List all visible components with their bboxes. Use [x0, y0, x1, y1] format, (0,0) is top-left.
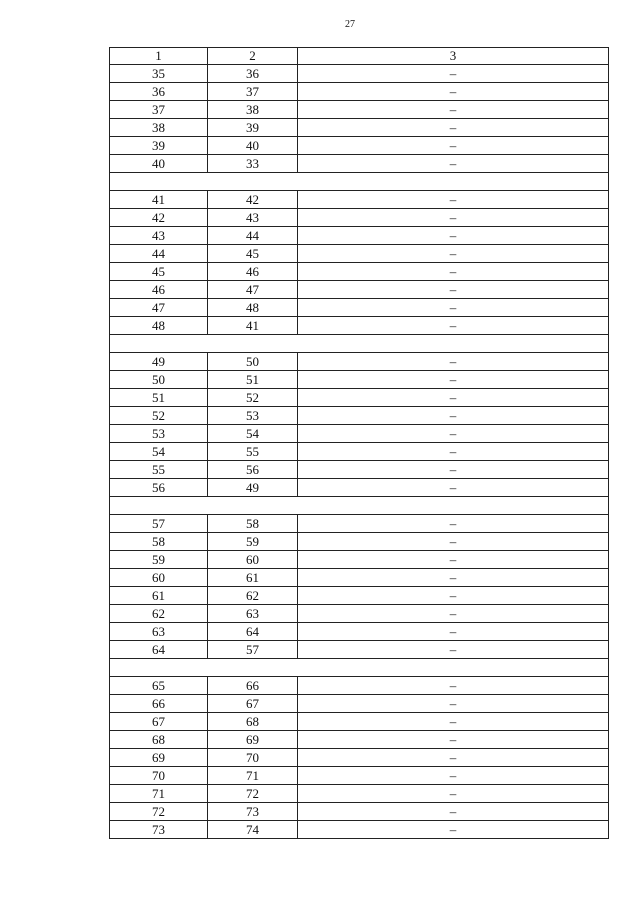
group-separator-row: [110, 335, 609, 353]
table-cell-col-1: 39: [110, 137, 208, 155]
table-cell-col-3: –: [298, 605, 609, 623]
table-cell-col-2: 37: [208, 83, 298, 101]
table-cell-col-3: –: [298, 533, 609, 551]
table-cell-col-1: 36: [110, 83, 208, 101]
table-cell-col-1: 56: [110, 479, 208, 497]
table-cell-col-3: –: [298, 569, 609, 587]
table-cell-col-1: 64: [110, 641, 208, 659]
table-cell-col-1: 69: [110, 749, 208, 767]
table-cell-col-1: 40: [110, 155, 208, 173]
table-cell-col-1: 70: [110, 767, 208, 785]
table-cell-col-2: 56: [208, 461, 298, 479]
table-cell-col-2: 55: [208, 443, 298, 461]
table-row: [110, 101, 609, 119]
table-cell-col-2: 48: [208, 299, 298, 317]
table-cell-col-3: –: [298, 353, 609, 371]
table-row: [110, 443, 609, 461]
table-cell-col-2: 45: [208, 245, 298, 263]
table-row: [110, 83, 609, 101]
data-table: [109, 47, 609, 839]
table-cell-col-3: –: [298, 461, 609, 479]
table-cell-col-3: –: [298, 119, 609, 137]
table-cell-col-2: 36: [208, 65, 298, 83]
table-cell-col-3: –: [298, 371, 609, 389]
table-row: [110, 407, 609, 425]
table-row: [110, 641, 609, 659]
table-cell-col-1: 54: [110, 443, 208, 461]
table-cell-col-1: 46: [110, 281, 208, 299]
table-cell-col-3: –: [298, 641, 609, 659]
table-row: [110, 587, 609, 605]
table-cell-col-1: 63: [110, 623, 208, 641]
table-cell-col-2: 41: [208, 317, 298, 335]
table-cell-col-3: –: [298, 299, 609, 317]
column-header-3: 3: [298, 48, 609, 65]
table-row: [110, 677, 609, 695]
table-cell-col-2: 69: [208, 731, 298, 749]
table-cell-col-2: 49: [208, 479, 298, 497]
table-cell-col-3: –: [298, 83, 609, 101]
group-separator-row: [110, 659, 609, 677]
table-cell-col-2: 46: [208, 263, 298, 281]
table-cell-col-1: 38: [110, 119, 208, 137]
table-cell-col-3: –: [298, 65, 609, 83]
table-cell-col-1: 57: [110, 515, 208, 533]
table-cell-col-2: 67: [208, 695, 298, 713]
table-cell-col-1: 41: [110, 191, 208, 209]
table-cell-col-3: –: [298, 263, 609, 281]
table-cell-col-3: –: [298, 731, 609, 749]
table-cell-col-1: 42: [110, 209, 208, 227]
table-cell-col-2: 70: [208, 749, 298, 767]
column-header-1: 1: [110, 48, 208, 65]
table-cell-col-1: 68: [110, 731, 208, 749]
page-number: 27: [345, 19, 355, 30]
table-row: [110, 821, 609, 839]
group-separator-cell: [110, 497, 609, 515]
group-separator-cell: [110, 173, 609, 191]
table-cell-col-3: –: [298, 785, 609, 803]
table-cell-col-2: 51: [208, 371, 298, 389]
table-cell-col-1: 47: [110, 299, 208, 317]
table-row: [110, 551, 609, 569]
table-row: [110, 533, 609, 551]
table-row: [110, 749, 609, 767]
table-cell-col-3: –: [298, 713, 609, 731]
table-cell-col-3: –: [298, 155, 609, 173]
table-row: [110, 281, 609, 299]
table-cell-col-2: 60: [208, 551, 298, 569]
table-cell-col-2: 74: [208, 821, 298, 839]
table-cell-col-3: –: [298, 749, 609, 767]
table-row: [110, 263, 609, 281]
table-cell-col-2: 33: [208, 155, 298, 173]
table-cell-col-2: 58: [208, 515, 298, 533]
table-cell-col-2: 68: [208, 713, 298, 731]
table-cell-col-3: –: [298, 245, 609, 263]
table-cell-col-1: 52: [110, 407, 208, 425]
table-cell-col-2: 59: [208, 533, 298, 551]
table-row: [110, 623, 609, 641]
group-separator-cell: [110, 659, 609, 677]
table-row: [110, 515, 609, 533]
table-row: [110, 605, 609, 623]
table-row: [110, 803, 609, 821]
table-cell-col-2: 57: [208, 641, 298, 659]
table-cell-col-3: –: [298, 767, 609, 785]
table-cell-col-1: 51: [110, 389, 208, 407]
table-cell-col-3: –: [298, 281, 609, 299]
table-cell-col-3: –: [298, 803, 609, 821]
table-header-row: [110, 48, 609, 65]
column-header-2: 2: [208, 48, 298, 65]
table-cell-col-3: –: [298, 317, 609, 335]
table-cell-col-2: 72: [208, 785, 298, 803]
table-cell-col-3: –: [298, 101, 609, 119]
table-cell-col-2: 47: [208, 281, 298, 299]
table-cell-col-2: 40: [208, 137, 298, 155]
group-separator-row: [110, 173, 609, 191]
table-cell-col-2: 53: [208, 407, 298, 425]
table-cell-col-3: –: [298, 821, 609, 839]
table-cell-col-2: 61: [208, 569, 298, 587]
table-cell-col-2: 43: [208, 209, 298, 227]
table-cell-col-3: –: [298, 479, 609, 497]
table-row: [110, 317, 609, 335]
table-row: [110, 137, 609, 155]
table-cell-col-2: 66: [208, 677, 298, 695]
table-cell-col-3: –: [298, 389, 609, 407]
group-separator-row: [110, 497, 609, 515]
table-cell-col-1: 45: [110, 263, 208, 281]
table-row: [110, 389, 609, 407]
table-cell-col-3: –: [298, 515, 609, 533]
table-row: [110, 767, 609, 785]
table-cell-col-1: 49: [110, 353, 208, 371]
table-cell-col-2: 38: [208, 101, 298, 119]
table-cell-col-2: 42: [208, 191, 298, 209]
table-cell-col-2: 50: [208, 353, 298, 371]
table-cell-col-1: 65: [110, 677, 208, 695]
table-cell-col-1: 71: [110, 785, 208, 803]
table-cell-col-2: 54: [208, 425, 298, 443]
table-cell-col-3: –: [298, 209, 609, 227]
table-cell-col-3: –: [298, 407, 609, 425]
table-cell-col-2: 73: [208, 803, 298, 821]
table-row: [110, 353, 609, 371]
table-cell-col-3: –: [298, 677, 609, 695]
table-row: [110, 209, 609, 227]
table-cell-col-1: 48: [110, 317, 208, 335]
table-cell-col-1: 67: [110, 713, 208, 731]
table-row: [110, 479, 609, 497]
table-row: [110, 695, 609, 713]
table-cell-col-2: 44: [208, 227, 298, 245]
table-row: [110, 569, 609, 587]
table-cell-col-1: 44: [110, 245, 208, 263]
table-row: [110, 299, 609, 317]
table-cell-col-3: –: [298, 587, 609, 605]
table-row: [110, 371, 609, 389]
table-cell-col-1: 59: [110, 551, 208, 569]
table-cell-col-3: –: [298, 227, 609, 245]
table-cell-col-1: 55: [110, 461, 208, 479]
table-row: [110, 65, 609, 83]
table-cell-col-1: 66: [110, 695, 208, 713]
table-cell-col-1: 58: [110, 533, 208, 551]
table-row: [110, 461, 609, 479]
table-cell-col-3: –: [298, 443, 609, 461]
table-cell-col-3: –: [298, 137, 609, 155]
table-row: [110, 191, 609, 209]
table-cell-col-2: 64: [208, 623, 298, 641]
table-cell-col-2: 39: [208, 119, 298, 137]
table-cell-col-1: 50: [110, 371, 208, 389]
table-body: [110, 48, 609, 839]
table-cell-col-3: –: [298, 623, 609, 641]
table-cell-col-1: 61: [110, 587, 208, 605]
table-row: [110, 713, 609, 731]
table-row: [110, 425, 609, 443]
table-row: [110, 245, 609, 263]
table-cell-col-1: 53: [110, 425, 208, 443]
table-cell-col-2: 62: [208, 587, 298, 605]
table-row: [110, 227, 609, 245]
table-cell-col-2: 63: [208, 605, 298, 623]
table-row: [110, 785, 609, 803]
table-cell-col-1: 60: [110, 569, 208, 587]
table-row: [110, 119, 609, 137]
table-cell-col-1: 73: [110, 821, 208, 839]
table-cell-col-1: 37: [110, 101, 208, 119]
table-cell-col-2: 71: [208, 767, 298, 785]
table-row: [110, 731, 609, 749]
table-cell-col-3: –: [298, 191, 609, 209]
table-cell-col-3: –: [298, 551, 609, 569]
table-cell-col-3: –: [298, 425, 609, 443]
table-cell-col-1: 43: [110, 227, 208, 245]
table-cell-col-1: 62: [110, 605, 208, 623]
table-cell-col-3: –: [298, 695, 609, 713]
table-cell-col-1: 35: [110, 65, 208, 83]
table-cell-col-2: 52: [208, 389, 298, 407]
table-cell-col-1: 72: [110, 803, 208, 821]
group-separator-cell: [110, 335, 609, 353]
table-row: [110, 155, 609, 173]
